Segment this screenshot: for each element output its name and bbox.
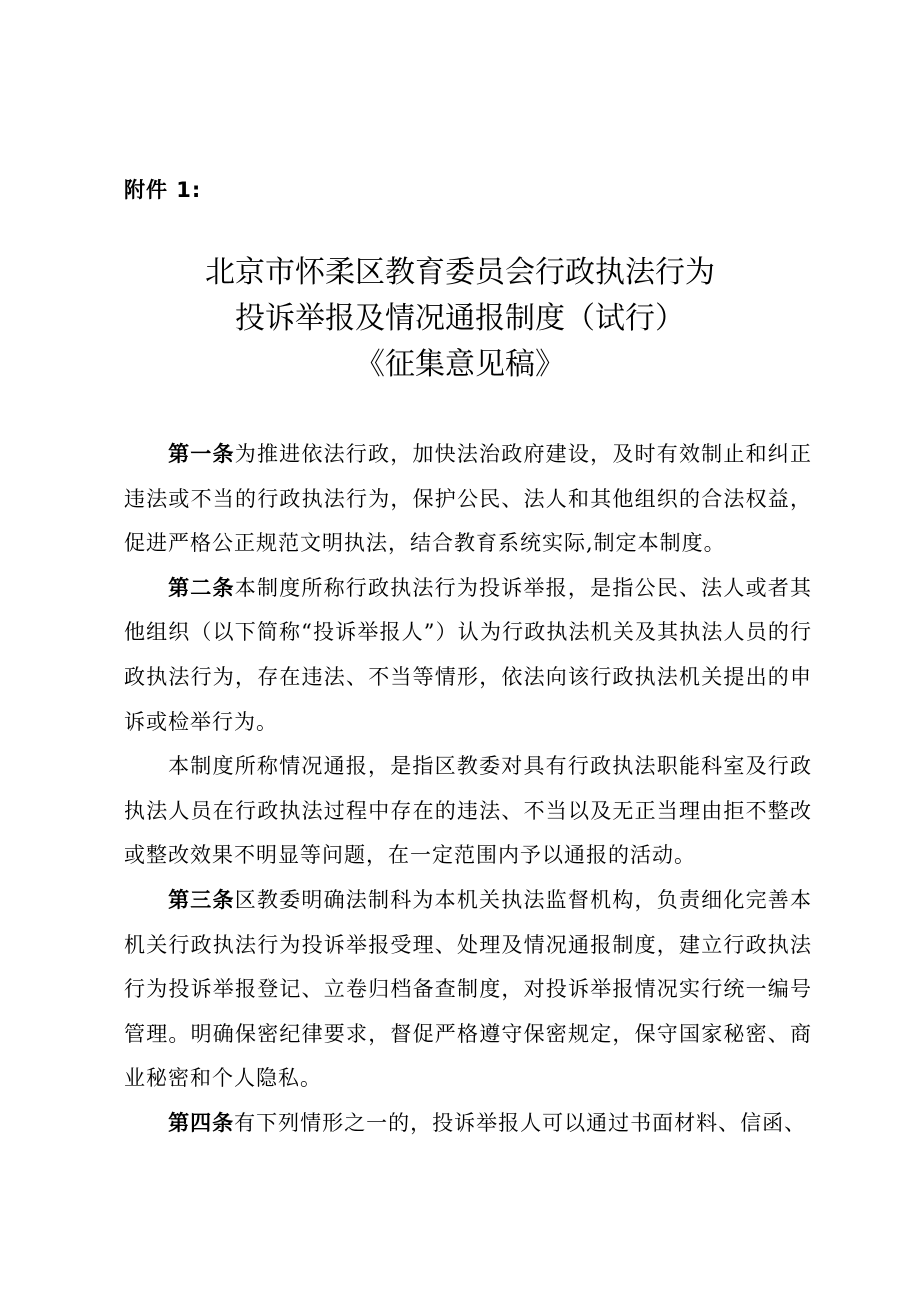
article-2-text: 本制度所称行政执法行为投诉举报，是指公民、法人或者其他组织（以下简称“投诉举报人”）认为行政执法机关及其执法人员的行政执法行为，存在违法、不当等情形，依法向该行政执法机关提出的申诉或检举行为。 (124, 575, 813, 734)
article-4-text: 有下列情形之一的，投诉举报人可以通过书面材料、信函、 (234, 1110, 807, 1135)
title-line-3: 《征集意见稿》 (355, 347, 565, 382)
document-title (0, 250, 920, 388)
article-4 (124, 1101, 812, 1146)
article-4-label: 第四条 (168, 1110, 235, 1135)
article-1-text: 为推进依法行政，加快法治政府建设，及时有效制止和纠正违法或不当的行政执法行为，保护公民、法人和其他组织的合法权益，促进严格公正规范文明执法，结合教育系统实际,制定本制度。 (124, 442, 813, 556)
document-body (124, 432, 812, 1146)
attachment-label: 附件 1: (124, 178, 202, 202)
article-3 (124, 878, 812, 1101)
article-2-paragraph-2 (124, 744, 812, 878)
title-line-2: 投诉举报及情况通报制度（试行） (235, 301, 685, 336)
title-line-1: 北京市怀柔区教育委员会行政执法行为 (205, 255, 715, 290)
article-3-text: 区教委明确法制科为本机关执法监督机构，负责细化完善本机关行政执法行为投诉举报受理、处理及情况通报制度，建立行政执法行为投诉举报登记、立卷归档备查制度，对投诉举报情况实行统一编号管理。明确保密纪律要求，督促严格遵守保密规定，保守国家秘密、商业秘密和个人隐私。 (124, 887, 813, 1091)
article-1-label: 第一条 (168, 442, 235, 466)
article-2 (124, 566, 812, 744)
article-2-label: 第二条 (168, 575, 235, 600)
article-3-label: 第三条 (168, 887, 235, 912)
article-1 (124, 432, 812, 566)
article-2-paragraph-2-text: 本制度所称情况通报，是指区教委对具有行政执法职能科室及行政执法人员在行政执法过程中存在的违法、不当以及无正当理由拒不整改或整改效果不明显等问题，在一定范围内予以通报的活动。 (124, 754, 812, 868)
